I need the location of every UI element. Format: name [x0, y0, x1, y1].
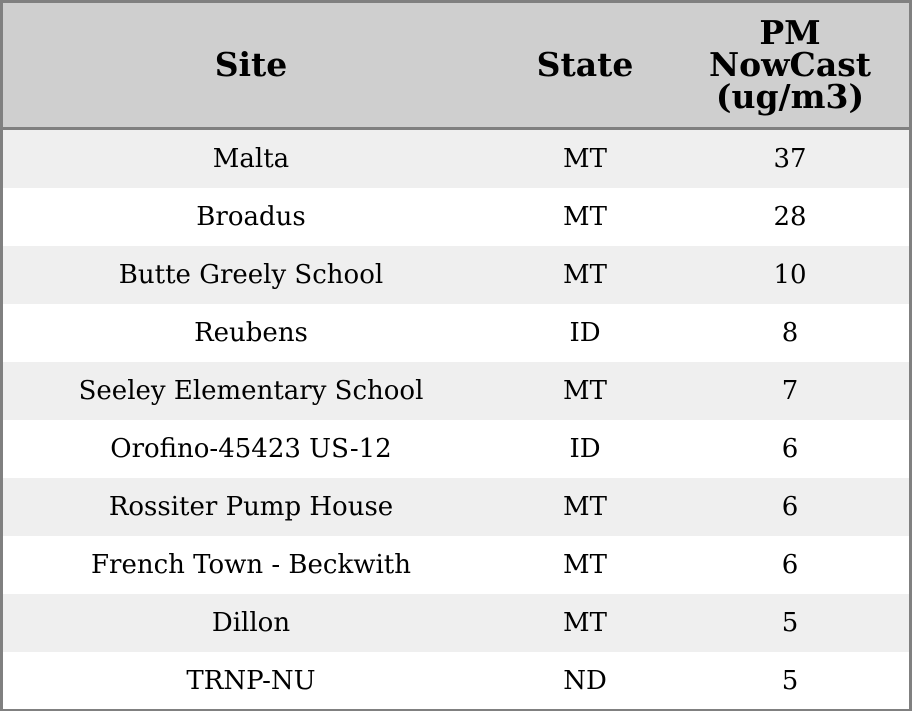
- cell-pm-nowcast: 5: [671, 652, 909, 709]
- table-row: [3, 188, 909, 246]
- cell-site: Dillon: [3, 594, 499, 652]
- cell-state: ND: [499, 652, 671, 709]
- cell-pm-nowcast: 10: [671, 246, 909, 304]
- cell-site: Malta: [3, 129, 499, 189]
- cell-site: Broadus: [3, 188, 499, 246]
- cell-state: MT: [499, 362, 671, 420]
- column-header-pm-nowcast: [671, 3, 909, 129]
- cell-state: MT: [499, 594, 671, 652]
- table-row: [3, 304, 909, 362]
- cell-pm-nowcast: 6: [671, 536, 909, 594]
- table-row: [3, 536, 909, 594]
- cell-site: Seeley Elementary School: [3, 362, 499, 420]
- cell-site: TRNP-NU: [3, 652, 499, 709]
- pm-nowcast-table: [3, 3, 909, 709]
- table-row: [3, 362, 909, 420]
- column-header-pm-nowcast-line-1: PM: [759, 13, 821, 52]
- table-row: [3, 420, 909, 478]
- cell-site: Butte Greely School: [3, 246, 499, 304]
- cell-pm-nowcast: 37: [671, 129, 909, 189]
- table-row: [3, 594, 909, 652]
- cell-site: Rossiter Pump House: [3, 478, 499, 536]
- table-body: [3, 129, 909, 710]
- cell-pm-nowcast: 5: [671, 594, 909, 652]
- cell-state: ID: [499, 420, 671, 478]
- cell-site: Reubens: [3, 304, 499, 362]
- cell-state: MT: [499, 478, 671, 536]
- cell-site: Orofino-45423 US-12: [3, 420, 499, 478]
- cell-state: ID: [499, 304, 671, 362]
- table-row: [3, 652, 909, 709]
- column-header-site: Site: [3, 3, 499, 129]
- table-row: [3, 478, 909, 536]
- cell-pm-nowcast: 6: [671, 420, 909, 478]
- table-header: [3, 3, 909, 129]
- cell-state: MT: [499, 188, 671, 246]
- cell-state: MT: [499, 129, 671, 189]
- cell-pm-nowcast: 28: [671, 188, 909, 246]
- header-row: [3, 3, 909, 129]
- cell-site: French Town - Beckwith: [3, 536, 499, 594]
- cell-state: MT: [499, 536, 671, 594]
- column-header-pm-nowcast-line-3: (ug/m3): [715, 77, 865, 116]
- table-row: [3, 246, 909, 304]
- cell-pm-nowcast: 8: [671, 304, 909, 362]
- cell-state: MT: [499, 246, 671, 304]
- column-header-pm-nowcast-line-2: NowCast: [708, 45, 872, 84]
- cell-pm-nowcast: 6: [671, 478, 909, 536]
- table-row: [3, 129, 909, 189]
- column-header-state: State: [499, 3, 671, 129]
- cell-pm-nowcast: 7: [671, 362, 909, 420]
